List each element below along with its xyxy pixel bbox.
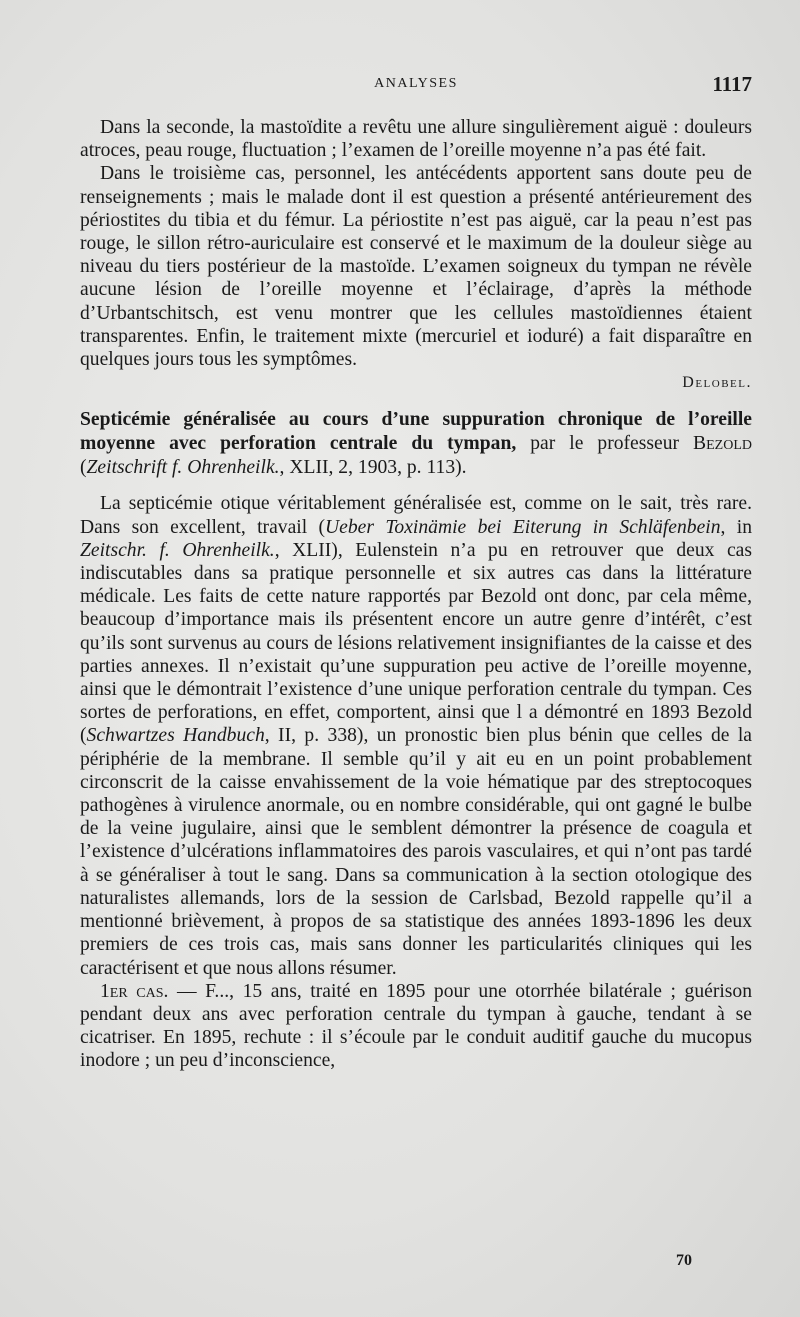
paragraph-mastoiditis-second-case: Dans la seconde, la mastoïdite a revêtu une allure singulièrement aiguë : douleurs atroces, peau rouge, fluctuation ; l’examen de l’oreille moyenne n’a pas été fait.: [80, 117, 752, 162]
text-span: , II, p. 338), un pronostic bien plus bénin que celles de la périphérie de la membrane. Il semble qu’il y ait eu en un point probablement circonscrit de la caisse envahissement de la voie hématique par des streptocoques pathogènes à virulence anormale, ou en nombre considérable, qui ont gagné le bulbe de la veine jugulaire, ainsi que le semblent démontrer la présence de coagula et l’existence d’ulcérations inflammatoires des parois vasculaires, et qui n’ont pas tardé à se généraliser à tout le sang. Dans sa communication à la section otologique des naturalistes allemands, lors de la session de Carlsbad, Bezold rappelle qu’il a mentionné brièvement, à propos de sa statistique des années 1893-1896 les deux premiers de ces trois cas, mais sans donner les particularités cliniques qui les caractérisent et que nous allons résumer.: [80, 725, 753, 979]
article-heading: [80, 408, 752, 480]
paragraph-first-case: [80, 980, 752, 1073]
page-header: [80, 72, 752, 100]
author-signature: Delobel.: [682, 374, 752, 392]
citation-rest: , XLII, 2, 1903, p. 113).: [279, 457, 467, 479]
text-span: , XLII), Eulenstein n’a pu en retrouver que deux cas indiscutables dans sa pratique personnelle et six autres cas dans la littérature médicale. Les faits de cette nature rapportés par Bezold ont donc, par cela même, beaucoup d’importance mais ils présentent encore un autre genre d’intérêt, c’est qu’ils sont survenus au cours de lésions relativement insignifiantes de la caisse et des parties annexes. Il n’existait qu’une suppuration peu active de l’oreille moyenne, ainsi que le démontrait l’existence d’une unique perforation centrale du tympan. Ces sortes de perforations, en effet, comportent, ainsi que l a démontré en 1893 Bezold (: [80, 539, 753, 747]
signature-number: 70: [676, 1252, 692, 1269]
article-title: Septicémie généralisée au cours d’une suppuration chronique de l’oreille moyenne avec perforation centrale du tympan,: [80, 409, 752, 455]
text-span: — F..., 15 ans, traité en 1895 pour une otorrhée bilatérale ; guérison pendant deux ans avec perforation centrale du tympan à gauche, tendant à se cicatriser. En 1895, rechute : il s’écoule par le conduit auditif gauche du mucopus inodore ; un peu d’inconscience,: [80, 980, 753, 1072]
case-label: 1er cas.: [100, 980, 169, 1002]
citation-open: (: [80, 457, 87, 479]
cited-handbook: Schwartzes Handbuch: [86, 725, 265, 747]
article-author: Bezold: [693, 433, 752, 455]
cited-journal: Zeitschr. f. Ohrenheilk.: [80, 539, 275, 561]
running-title: ANALYSES: [374, 76, 458, 91]
cited-work-title: Ueber Toxinämie bei Eiterung in Schläfenbein: [325, 516, 721, 538]
paragraph-septicemia: [80, 492, 752, 979]
author-prefix: par le professeur: [516, 433, 694, 455]
journal-name: Zeitschrift f. Ohrenheilk.: [86, 457, 280, 479]
text-span: La septicémie otique véritablement généralisée est, comme on le sait, très rare. Dans son excellent, travail (: [80, 493, 752, 538]
text-span: , in: [720, 516, 753, 538]
page-number: 1117: [712, 72, 752, 96]
paragraph-third-case: Dans le troisième cas, personnel, les antécédents apportent sans doute peu de renseignements ; mais le malade dont il est question a présenté antérieurement des périostites du tibia et du fémur. La périostite n’est pas aiguë, car la peau n’est pas rouge, le sillon rétro-auriculaire est conservé et le maximum de la douleur siège au niveau du tiers postérieur de la mastoïde. L’examen soigneux du tympan ne révèle aucune lésion de l’oreille moyenne et l’éclairage, d’après la méthode d’Urbantschitsch, est venu montrer que les cellules mastoïdiennes étaient transparentes. Enfin, le traitement mixte (mercuriel et ioduré) a fait disparaître en quelques jours tous les symptômes.: [80, 163, 752, 371]
text-column: [80, 116, 752, 1073]
